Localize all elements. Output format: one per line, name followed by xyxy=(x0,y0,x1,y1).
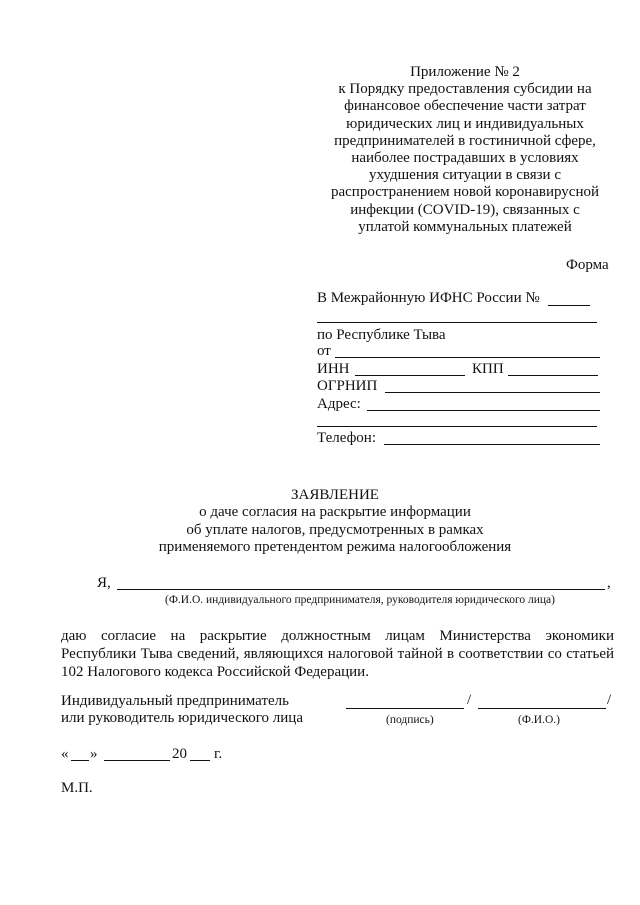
fio-hint: (Ф.И.О.) xyxy=(518,714,560,726)
signature-field[interactable] xyxy=(346,708,464,709)
consent-text: даю согласие на раскрытие должностным лицам Министерства экономики Республики Тыва сведений, являющихся налоговой тайной в соответствии со статьей 102 Налогового кодекса Российской Федерации. xyxy=(61,628,614,680)
i-label: Я, xyxy=(97,575,111,591)
date-year-suffix: г. xyxy=(214,746,223,762)
name-comma: , xyxy=(607,575,611,591)
appendix-line: юридических лиц и индивидуальных xyxy=(346,115,584,132)
fio-field[interactable] xyxy=(478,708,606,709)
inn-label: ИНН xyxy=(317,361,350,377)
kpp-label: КПП xyxy=(472,361,504,377)
addressee-to: В Межрайонную ИФНС России № xyxy=(317,290,540,306)
appendix-line: предпринимателей в гостиничной сфере, xyxy=(334,132,596,149)
date-year-field[interactable] xyxy=(190,760,210,761)
from-field[interactable] xyxy=(335,357,600,358)
date-open-quote: « xyxy=(61,746,69,762)
kpp-field[interactable] xyxy=(508,375,598,376)
ifns-number-field[interactable] xyxy=(548,305,590,306)
appendix-line: инфекции (COVID-19), связанных с xyxy=(350,201,580,218)
stamp-label: М.П. xyxy=(61,780,93,796)
statement-title: ЗАЯВЛЕНИЕ xyxy=(291,487,379,503)
appendix-line: ухудшения ситуации в связи с xyxy=(369,167,561,184)
form-label: Форма xyxy=(566,257,609,273)
appendix-line: уплатой коммунальных платежей xyxy=(358,218,572,235)
phone-field[interactable] xyxy=(384,444,600,445)
addressee-blank-line[interactable] xyxy=(317,322,597,323)
phone-label: Телефон: xyxy=(317,430,376,446)
ogrnip-field[interactable] xyxy=(385,392,600,393)
appendix-line: распространением новой коронавирусной xyxy=(330,184,600,201)
statement-subtitle-line: об уплате налогов, предусмотренных в рамках xyxy=(186,522,484,538)
statement-subtitle-line: применяемого претендентом режима налогообложения xyxy=(158,539,512,555)
signature-role-line-1: Индивидуальный предприниматель xyxy=(61,693,289,709)
signature-hint: (подпись) xyxy=(386,714,434,726)
appendix-title: Приложение № 2 xyxy=(410,64,520,80)
statement-subtitle-line: о даче согласия на раскрытие информации xyxy=(199,504,471,520)
date-day-field[interactable] xyxy=(71,760,89,761)
signature-role-line-2: или руководитель юридического лица xyxy=(61,710,303,726)
date-month-field[interactable] xyxy=(104,760,170,761)
name-field[interactable] xyxy=(117,589,605,590)
appendix-header xyxy=(315,64,615,236)
from-label: от xyxy=(317,343,331,359)
date-year-prefix: 20 xyxy=(172,746,187,762)
inn-field[interactable] xyxy=(355,375,465,376)
address-field[interactable] xyxy=(367,410,600,411)
appendix-line: финансовое обеспечение части затрат xyxy=(344,98,586,115)
appendix-line: к Порядку предоставления субсидии на xyxy=(338,81,592,98)
ogrnip-label: ОГРНИП xyxy=(317,378,378,394)
signature-slash: / xyxy=(467,692,472,708)
addressee-region: по Республике Тыва xyxy=(317,327,446,343)
appendix-line: наиболее пострадавших в условиях xyxy=(351,150,579,167)
address-label: Адрес: xyxy=(317,396,361,412)
name-hint: (Ф.И.О. индивидуального предпринимателя, руководителя юридического лица) xyxy=(165,594,555,606)
address-field-2[interactable] xyxy=(317,426,597,427)
signature-slash-end: / xyxy=(607,692,612,708)
date-close-quote: » xyxy=(90,746,98,762)
